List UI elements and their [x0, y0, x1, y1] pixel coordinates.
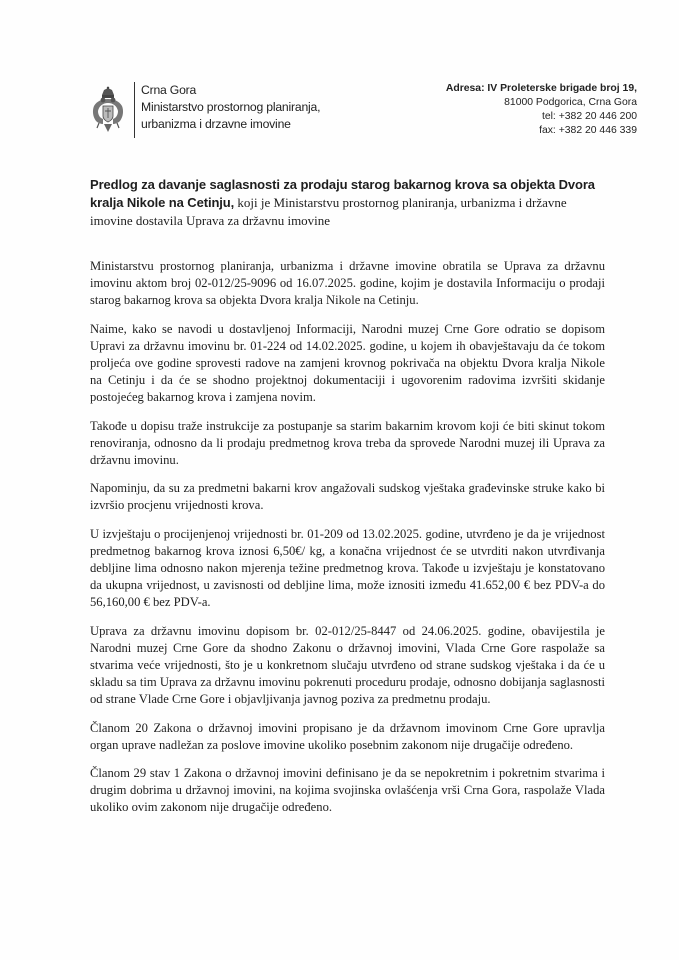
address-line-2: 81000 Podgorica, Crna Gora	[504, 97, 637, 108]
paragraph: Članom 20 Zakona o državnoj imovini propisano je da državnom imovinom Crne Gore upravlja organ uprave nadležan za poslove imovine ukoliko posebnim zakonom nije drugačije određeno.	[90, 720, 605, 752]
country-name: Crna Gora	[141, 83, 197, 97]
ministry-name	[141, 82, 320, 133]
paragraph: U izvještaju o procijenjenoj vrijednosti br. 01-209 od 13.02.2025. godine, utvrđeno je da je vrijednost predmetnog bakarnog krova iznosi 6,50€/ kg, a konačna vrijednost će se utvrditi nakon utvrđivanja debljine lima odnosno nakon mjerenja težine predmetnog krova. Takođe u izvještaju je konstatovano da ukupna vrijednost, u zavisnosti od debljine lima, može iznositi između 41.652,00 € bez PDV-a do 56,160,00 € bez PDV-a.	[90, 526, 605, 610]
document-title	[90, 176, 605, 230]
ministry-header	[90, 82, 320, 138]
title-regular: koji je Ministarstvu prostornog planiranja, urbanizma i državne imovine dostavila Uprava za državnu imovine	[90, 195, 567, 228]
paragraph: Članom 29 stav 1 Zakona o državnoj imovini definisano je da se nepokretnim i pokretnim stvarima i drugim dobrima u državnoj imovini, na kojima svojinska ovlašćenja vrši Crna Gora, raspolaže Vlada ukoliko ovim zakonom nije drugačije određeno.	[90, 766, 605, 815]
coat-of-arms-icon	[90, 86, 126, 136]
ministry-name-line1: Ministarstvo prostornog planiranja,	[141, 100, 321, 114]
address-line-1: Adresa: IV Proleterske brigade broj 19,	[445, 83, 637, 94]
contact-block	[446, 82, 637, 138]
paragraph: Napominju, da su za predmetni bakarni krov angažovali sudskog vještaka građevinske struke kako bi izvršio procjenu vrijednosti krova.	[90, 481, 605, 513]
document-body	[90, 258, 605, 828]
fax: fax: +382 20 446 339	[539, 125, 637, 136]
paragraph: Uprava za državnu imovinu dopisom br. 02-012/25-8447 od 24.06.2025. godine, obavijestila je Narodni muzej Crne Gore da shodno Zakonu o državnoj imovini, Vlada Crne Gore raspolaže sa stvarima veće vrijednosti, što je u konkretnom slučaju utvrđeno od strane sudskog vještaka i da će u skladu sa tim Uprava za državnu imovinu pokrenuti proceduru prodaje, odnosno dobijanja saglasnosti od strane Vlade Crne Gore i objavljivanja javnog poziva za predmetnu prodaju.	[90, 623, 605, 707]
paragraph: Takođe u dopisu traže instrukcije za postupanje sa starim bakarnim krovom koji će biti skinut tokom renoviranja, odnosno da li prodaju predmetnog krova treba da sprovede Narodni muzej ili Uprava za državnu imovinu.	[90, 418, 605, 468]
title-bold: Predlog za davanje saglasnosti za prodaju starog bakarnog krova sa objekta Dvora kralja Nikole na Cetinju,	[90, 177, 595, 210]
ministry-name-line2: urbanizma i drzavne imovine	[141, 117, 291, 131]
paragraph: Ministarstvu prostornog planiranja, urbanizma i državne imovine obratila se Uprava za državnu imovinu aktom broj 02-012/25-9096 od 16.07.2025. godine, kojim je dostavila Informaciju o prodaji starog bakarnog krova sa objekta Dvora kralja Nikole na Cetinju.	[90, 259, 605, 308]
telephone: tel: +382 20 446 200	[541, 111, 637, 122]
header-divider	[134, 82, 135, 138]
paragraph: Naime, kako se navodi u dostavljenoj Informaciji, Narodni muzej Crne Gore odratio se dopisom Upravi za državnu imovinu br. 01-224 od 14.02.2025. godine, u kojem ih obavještavaju da će tokom proljeća ove godine sprovesti radove na zamjeni krovnog pokrivača na objektu Dvora kralja Nikole na Cetinju i da će se shodno projektnoj dokumentaciji i ugovorenim radovima izvršiti skidanje postojećeg bakarnog krova i zamjena novim.	[90, 321, 605, 405]
